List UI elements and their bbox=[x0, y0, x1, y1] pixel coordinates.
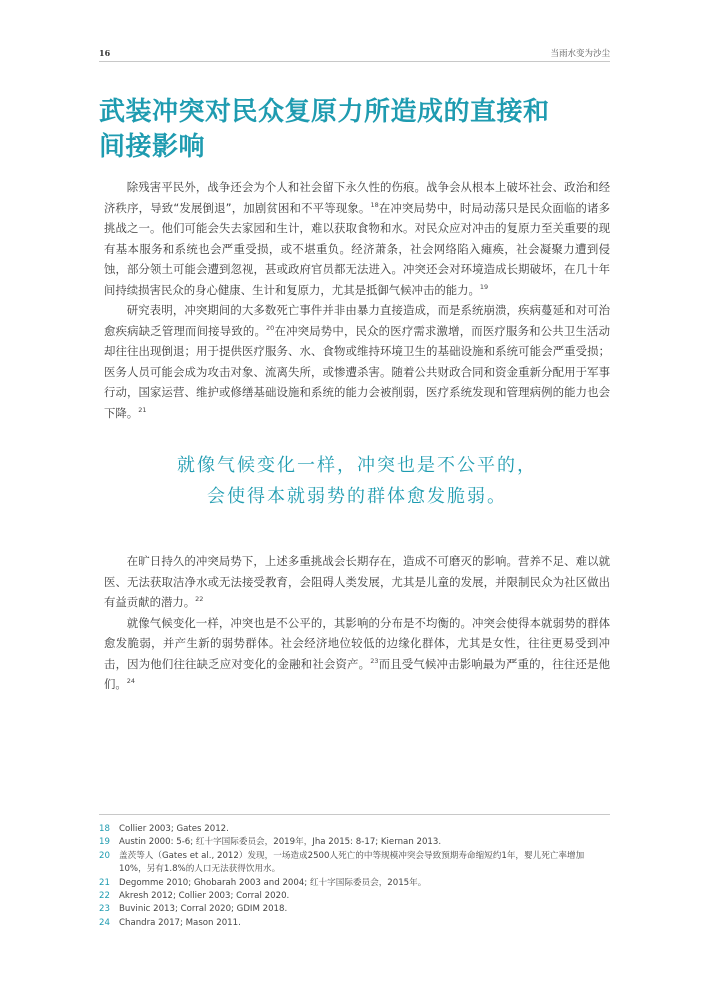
footnote-ref-23[interactable]: 23 bbox=[370, 656, 379, 665]
paragraph-4-text-a: 就像气候变化一样，冲突也是不公平的，其影响的分布是不均衡的。冲突会使得本就弱势的群体愈发脆弱，并产生新的弱势群体。社会经济地位较低的边缘化群体，尤其是女性，往往更易受到冲击，因为他们往往缺乏应对变化的金融和社会资产。 bbox=[104, 615, 610, 671]
footnote-number: 22 bbox=[99, 891, 110, 902]
footnote-number: 18 bbox=[99, 824, 110, 834]
footnote-ref-21[interactable]: 21 bbox=[138, 405, 147, 414]
footnote-ref-19[interactable]: 19 bbox=[479, 282, 489, 291]
footnote-divider bbox=[99, 814, 610, 815]
footnote-ref-18[interactable]: 18 bbox=[370, 200, 379, 209]
paragraph-2 bbox=[104, 300, 610, 423]
paragraph-4 bbox=[104, 613, 610, 695]
paragraph-2-text-b: 在冲突局势中，民众的医疗需求激增，而医疗服务和公共卫生活动却往往出现倒退；用于提供医疗服务、水、食物或维持环境卫生的基础设施和系统可能会严重受损；医务人员可能会成为攻击对象、流离失所，或惨遭杀害。随着公共财政合同和资金重新分配用于军事行动，国家运营、维护或修缮基础设施和系统的能力会被削弱，医疗系统发现和管理病例的能力也会下降。 bbox=[104, 323, 610, 420]
body-section-1 bbox=[104, 177, 610, 423]
footnote-item bbox=[99, 890, 610, 903]
footnote-item bbox=[99, 903, 610, 916]
paragraph-1-text-b: 在冲突局势中，时局动荡只是民众面临的诸多挑战之一。他们可能会失去家园和生计，难以获取食物和水。对民众应对冲击的复原力至关重要的现有基本服务和系统也会严重受损，或不堪重负。经济萧条，社会网络陷入瘫痪，社会凝聚力遭到侵蚀，部分领土可能会遭到忽视，甚或政府官员都无法进入。冲突还会对环境造成长期破坏，在几十年间持续损害民众的身心健康、生计和复原力，尤其是抵御气候冲击的能力。 bbox=[104, 200, 610, 297]
chapter-title-line-2: 间接影响 bbox=[99, 132, 206, 162]
footnote-ref-24[interactable]: 24 bbox=[126, 677, 136, 686]
page-number: 16 bbox=[99, 48, 111, 58]
paragraph-3-text: 在旷日持久的冲突局势下，上述多重挑战会长期存在，造成不可磨灭的影响。营养不足、难以就医、无法获取洁净水或无法接受教育，会阻碍人类发展，尤其是儿童的发展，并限制民众为社区做出有益贡献的潜力。 bbox=[104, 554, 610, 609]
footnote-text: Austin 2000: 5-6; 红十字国际委员会，2019年，Jha 2015: 8-17; Kiernan 2013. bbox=[119, 837, 442, 848]
footnote-text: Degomme 2010; Ghobarah 2003 and 2004; 红十字国际委员会，2015年。 bbox=[119, 877, 427, 888]
footnote-number: 19 bbox=[99, 837, 110, 848]
footnote-text: Buvinic 2013; Corral 2020; GDIM 2018. bbox=[119, 904, 288, 915]
footnotes-list bbox=[99, 823, 610, 930]
paragraph-1-text-a: 除残害平民外，战争还会为个人和社会留下永久性的伤痕。战争会从根本上破坏社会、政治和经济秩序，导致“发展倒退”，加剧贫困和不平等现象。 bbox=[104, 180, 610, 215]
pull-quote-line-1: 就像气候变化一样，冲突也是不公平的， bbox=[177, 455, 537, 476]
paragraph-3 bbox=[104, 551, 610, 613]
body-section-2 bbox=[104, 551, 610, 695]
footnote-number: 20 bbox=[99, 850, 110, 861]
paragraph-2-text-a: 研究表明，冲突期间的大多数死亡事件并非由暴力直接造成，而是系统崩溃，疾病蔓延和对可治愈疾病缺乏管理而间接导致的。 bbox=[104, 303, 610, 338]
pull-quote bbox=[104, 450, 610, 512]
header-divider bbox=[99, 61, 610, 62]
footnote-number: 21 bbox=[99, 877, 110, 888]
footnote-text: Collier 2003; Gates 2012. bbox=[119, 824, 229, 834]
footnote-number: 23 bbox=[99, 904, 110, 915]
chapter-title bbox=[99, 95, 619, 165]
footnote-ref-20[interactable]: 20 bbox=[266, 323, 275, 332]
pull-quote-line-2: 会使得本就弱势的群体愈发脆弱。 bbox=[207, 486, 507, 507]
footnote-number: 24 bbox=[99, 917, 110, 928]
running-title: 当雨水变为沙尘 bbox=[550, 49, 610, 59]
footnote-text: 盖茨等人（Gates et al., 2012）发现，一场造成2500人死亡的中等规模冲突会导致预期寿命缩短约1年，婴儿死亡率增加10%，另有1.8%的人口无法获得饮用水。 bbox=[119, 850, 585, 875]
paragraph-4-text-b: 而且受气候冲击影响最为严重的，往往还是他们。 bbox=[104, 656, 610, 691]
footnote-text: Akresh 2012; Collier 2003; Corral 2020. bbox=[119, 891, 290, 902]
footnote-item bbox=[99, 850, 610, 877]
footnote-ref-22[interactable]: 22 bbox=[195, 595, 204, 604]
footnote-item bbox=[99, 836, 610, 849]
paragraph-1 bbox=[104, 177, 610, 300]
chapter-title-line-1: 武装冲突对民众复原力所造成的直接和 bbox=[99, 97, 550, 127]
footnote-text: Chandra 2017; Mason 2011. bbox=[119, 917, 241, 928]
footnote-item bbox=[99, 917, 610, 930]
footnote-item bbox=[99, 877, 610, 890]
footnote-item bbox=[99, 823, 610, 836]
